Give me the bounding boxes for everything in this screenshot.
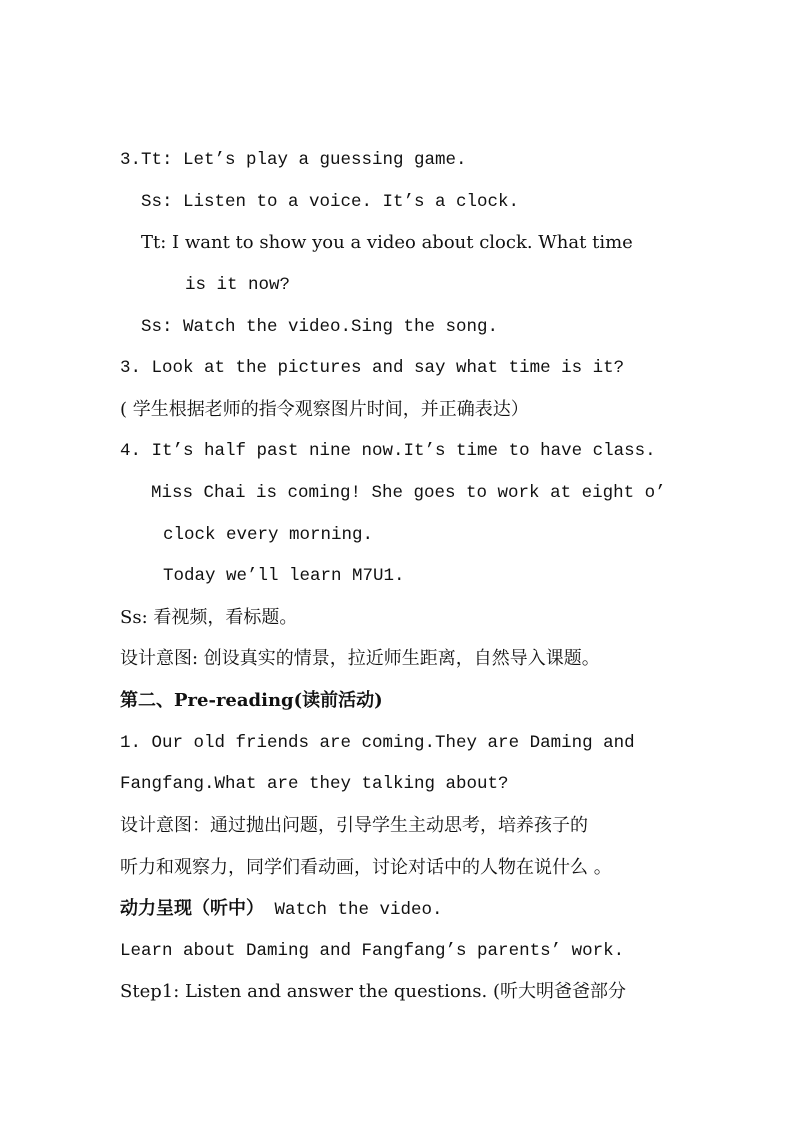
text-span: Watch the video. — [264, 900, 443, 920]
text-line: Miss Chai is coming! She goes to work at eight o’ — [151, 483, 666, 503]
text-line: Tt: I want to show you a video about clock. What time — [141, 232, 633, 253]
text-line: 3.Tt: Let’s play a guessing game. — [120, 150, 467, 170]
text-line: Today we’ll learn M7U1. — [163, 566, 405, 586]
text-line: Ss: Watch the video.Sing the song. — [141, 317, 499, 337]
text-line: 1. Our old friends are coming.They are Daming and — [120, 733, 635, 753]
text-line: clock every morning. — [163, 525, 374, 545]
text-line: Fangfang.What are they talking about? — [120, 774, 509, 794]
text-line — [120, 897, 443, 922]
bold-label: 动力呈现（听中） — [120, 898, 264, 919]
section-heading: 第二、Pre-reading(读前活动) — [120, 690, 383, 711]
text-line: Learn about Daming and Fangfang’s parents’ work. — [120, 941, 625, 961]
text-line: Step1: Listen and answer the questions. (听大明爸爸部分 — [120, 981, 626, 1002]
text-line: 设计意图: 创设真实的情景，拉近师生距离，自然导入课题。 — [120, 648, 600, 669]
text-line: 设计意图：通过抛出问题，引导学生主动思考，培养孩子的 — [120, 815, 588, 836]
text-line: 4. It’s half past nine now.It’s time to have class. — [120, 441, 656, 461]
text-line: 听力和观察力，同学们看动画，讨论对话中的人物在说什么 。 — [120, 857, 612, 878]
text-line: 3. Look at the pictures and say what time is it? — [120, 358, 625, 378]
text-line: ( 学生根据老师的指令观察图片时间，并正确表达） — [120, 399, 529, 420]
text-line: is it now? — [185, 275, 291, 295]
text-line: Ss: Listen to a voice. It’s a clock. — [141, 192, 520, 212]
text-line: Ss: 看视频，看标题。 — [120, 607, 298, 628]
